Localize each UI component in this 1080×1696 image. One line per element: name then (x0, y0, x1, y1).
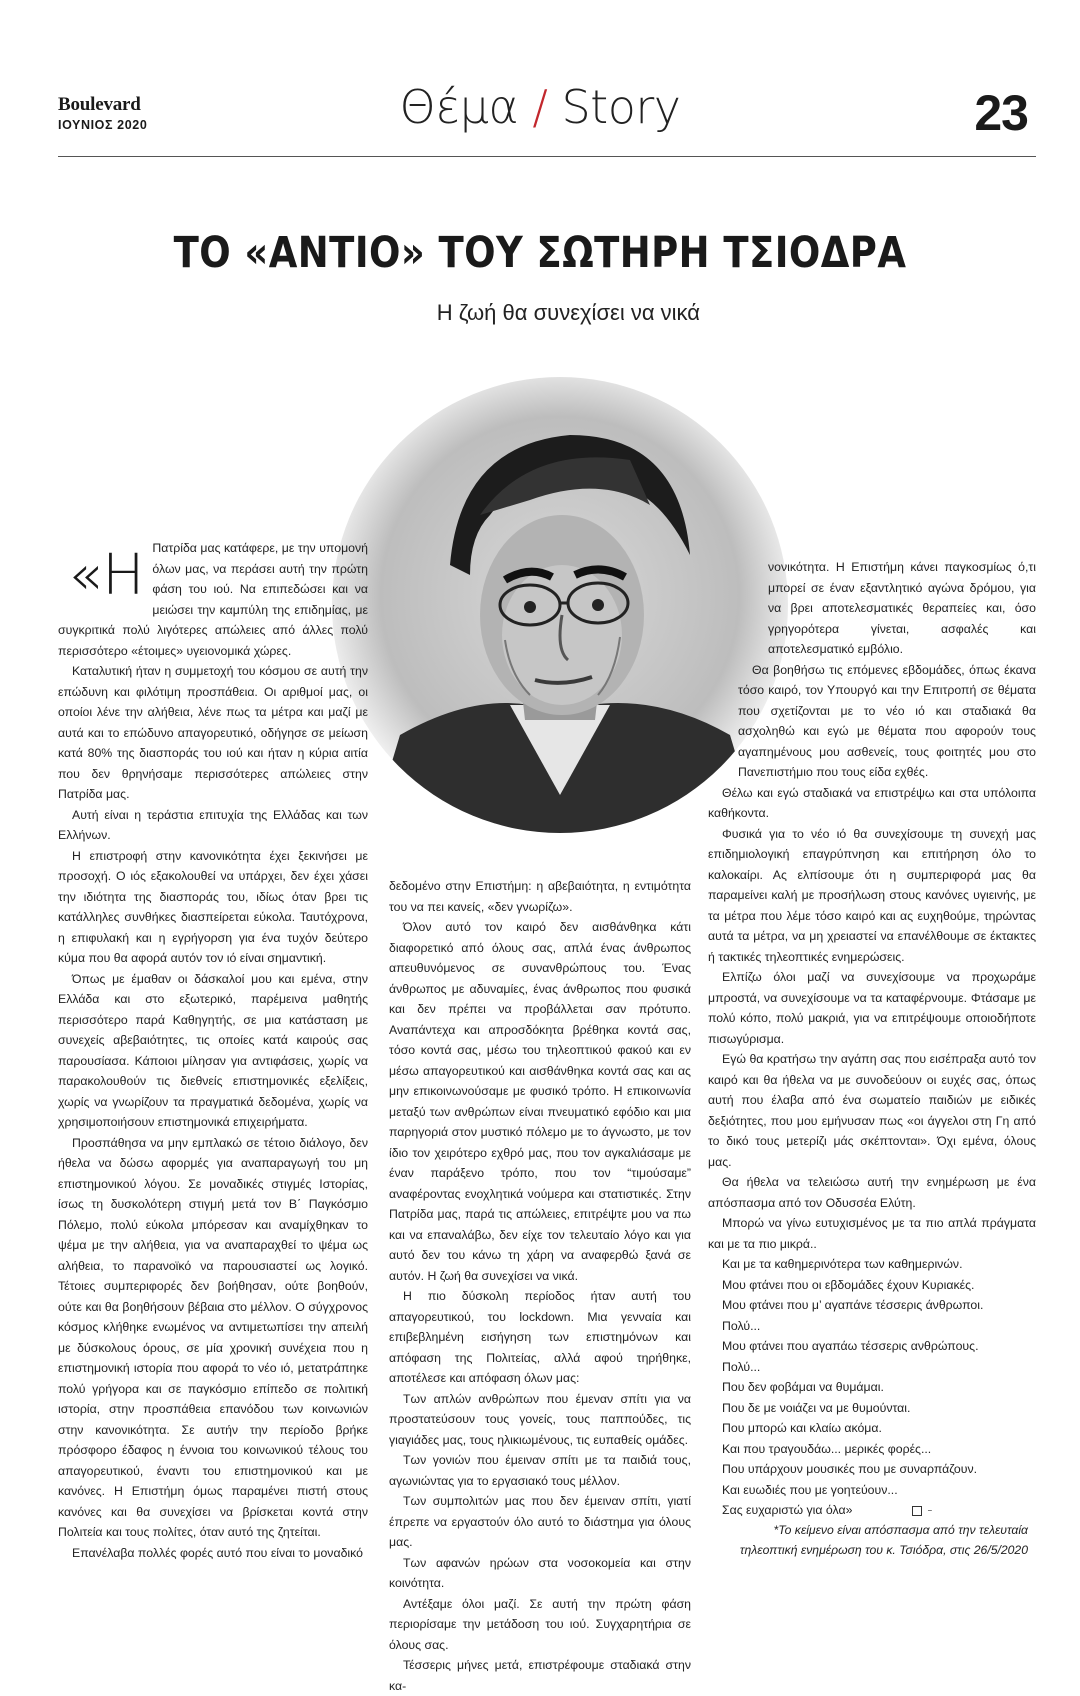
paragraph: νονικότητα. Η Επιστήμη κάνει παγκοσμίως ό,τι μπορεί σε έναν εξαντλητικό αγώνα δρόμου, για να βρει αποτελεσματικές θεραπείες και, όσο γρηγορότερα γίνεται, ασφαλές και αποτελεσματικό εμβόλιο. (768, 560, 1036, 656)
section-slash: / (532, 80, 548, 134)
header-divider (58, 156, 1036, 157)
article-column-3 (708, 557, 1036, 1521)
paragraph: Πατρίδα μας κατάφερε, με την υπομονή όλων μας, να περάσει αυτή την πρώτη φάση του ιού. Να επιπεδώσει και να μειώσει την καμπύλη της επιδημίας, με συγκριτικά πολύ λιγότερες απώλειες από άλλες πολύ περισσότερο «έτοιμες» υγειονομικά χώρες. (58, 541, 368, 658)
poem-line: Μου φτάνει που αγαπάω τέσσερις ανθρώπους. (722, 1339, 979, 1353)
paragraph: Η επιστροφή στην κανονικότητα έχει ξεκινήσει με προσοχή. Ο ιός εξακολουθεί να υπάρχει, δεν έχει χάσει την ιδιότητα της διασποράς του, ιδίως όταν βρει τις κατάλληλες συνθήκες διασπείρεται εύκολα. Ταυτόχρονα, η επιφυλακή και η εγρήγορση για ένα τυχόν δεύτερο κύμα που θα αφορά αυτόν τον ιό είναι σημαντική. (58, 848, 368, 965)
paragraph: Αντέξαμε όλοι μαζί. Σε αυτή την πρώτη φάση περιορίσαμε την μετάδοση του ιού. Συγχαρητήρια σε όλους σας. (389, 1596, 691, 1652)
poem-line: Πολύ... (722, 1359, 761, 1374)
paragraph: Θα ήθελα να τελειώσω αυτή την ενημέρωση με ένα απόσπασμα από τον Οδυσσέα Ελύτη. (708, 1175, 1036, 1210)
article-footnote: *Το κείμενο είναι απόσπασμα από την τελευταία τηλεοπτική ενημέρωση του κ. Τσιόδρα, στις 26/5/2020 (739, 1523, 1028, 1557)
paragraph: Μπορώ να γίνω ευτυχισμένος με τα πιο απλά πράγματα και με τα πιο μικρά.. (708, 1216, 1036, 1251)
paragraph: Θα βοηθήσω τις επόμενες εβδομάδες, όπως έκανα τόσο καιρό, τον Υπουργό και την Επιτροπή σε θέματα που σχετίζονται με το νέο ιό και σταδιακά θα ασχοληθώ και εγώ με θέματα που αφορούν τους αγαπημένους μου ασθενείς, τους φοιτητές μου στο Πανεπιστήμιο που τους είδα εχθές. (738, 662, 1036, 779)
section-left: Θέμα (399, 80, 519, 134)
article-column-1 (58, 538, 368, 1563)
paragraph: δεδομένο στην Επιστήμη: η αβεβαιότητα, η εντιμότητα του να πει κανείς, «δεν γνωρίζω». (389, 879, 691, 914)
paragraph: Επανέλαβα πολλές φορές αυτό που είναι το μοναδικό (72, 1545, 363, 1560)
poem-line: Μου φτάνει που οι εβδομάδες έχουν Κυριακές. (722, 1277, 975, 1292)
paragraph: Των συμπολιτών μας που δεν έμειναν σπίτι, γιατί έπρεπε να εργαστούν όλο αυτό το διάστημα για όλους μας. (389, 1494, 691, 1549)
poem-line: Που υπάρχουν μουσικές που με συναρπάζουν. (722, 1462, 978, 1476)
poem-line (708, 1500, 1036, 1521)
poem-line: Πολύ... (722, 1318, 761, 1333)
section-right: Story (561, 80, 681, 134)
article-column-2 (389, 876, 691, 1696)
poem-line: Μου φτάνει που μ’ αγαπάνε τέσσερις άνθρωποι. (722, 1298, 984, 1312)
paragraph: Καταλυτική ήταν η συμμετοχή του κόσμου σε αυτή την επώδυνη και φιλότιμη προσπάθεια. Οι αριθμοί μας, οι οποίοι λένε την αλήθεια, λένε πως τα μέτρα και μαζί με αυτά και το επώδυνο απαγορευτικό, οδήγησε σε μείωση κατά 80% της διασποράς του ιού και ήταν η κύρια αιτία που δεν θρηνήσαμε περισσότερες απώλειες στην Πατρίδα μας. (58, 664, 368, 801)
paragraph: Προσπάθησα να μην εμπλακώ σε τέτοιο διάλογο, δεν ήθελα να δώσω αφορμές για αναπαραγωγή του μη επιστημονικού λόγου. Σε μοναδικές στιγμές Ιστορίας, ίσως τη δυσκολότερη στιγμή μετά τον Β΄ Παγκόσμιο Πόλεμο, πολύ εύκολα μπόρεσαν και αναμίχθηκαν το ψέμα με την αλήθεια, για να αναπαραχθεί το ψέμα ως αλήθεια, το παρανοϊκό να παρουσιαστεί ως λογικό. Τέτοιες συμπεριφορές δεν βοήθησαν, ούτε βοηθούν, ούτε και θα βοηθήσουν βέβαια στο μέλλον. Ο σύγχρονος κόσμος κλήθηκε ενωμένος να αντιμετωπίσει την απειλή με δύσκολους όρους, σε μία χρονική συνέχεια που η επιστημονική ιστορία που αφορά το νέο ιό, μετατράπηκε πολύ γρήγορα και σε παγκόσμιο επίπεδο σε πολιτική ιστορία, στην προσπάθεια επανόδου των κοινωνιών στην κανονικότητα. Σε αυτήν την περίοδο βρήκε πρόσφορο έδαφος η έννοια του κοινωνικού τέλους του απαγορευτικού, έναντι του επιστημονικού και με κανόνες. Η Επιστήμη όμως παραμένει πιστή στους κανόνες και θα συνεχίσει να βρίσκεται κοντά στην Πολιτεία και τους πολίτες, όταν αυτό της ζητείται. (58, 1135, 368, 1539)
paragraph: Των γονιών που έμειναν σπίτι με τα παιδιά τους, αγωνιώντας για το εργασιακό τους μέλλον. (389, 1453, 691, 1488)
poem-line: Που δεν φοβάμαι να θυμάμαι. (722, 1380, 884, 1394)
issue-date: ΙΟΥΝΙΟΣ 2020 (58, 118, 148, 132)
poem-line: Που μπορώ και κλαίω ακόμα. (722, 1421, 882, 1435)
paragraph: Όπως με έμαθαν οι δάσκαλοί μου και εμένα, στην Ελλάδα και στο εξωτερικό, παρέμεινα μαθητής περισσότερο παρά Καθηγητής, σε μια κατάσταση με συνεχείς αβεβαιότητες, τις οποίες κατά καιρούς σας παρουσίασα. Κάποιοι μίλησαν για αντιφάσεις, χωρίς να παρακολουθούν τις διεθνείς επιστημονικές εξελίξεις, χωρίς να γνωρίζουν τα πραγματικά δεδομένα, χωρίς να χρησιμοποιήσουν επιστημονικά επιχειρήματα. (58, 971, 368, 1129)
poem-line: Και που τραγουδάω... μερικές φορές... (722, 1441, 932, 1456)
paragraph: Ελπίζω όλοι μαζί να συνεχίσουμε να προχωράμε μπροστά, να συνεχίσουμε να τα καταφέρνουμε. Φτάσαμε με πολύ κόπο, πολύ μακριά, για να επιτρέψουμε οποιοδήποτε πισωγύρισμα. (708, 970, 1036, 1046)
poem-line: Και ευωδιές που με γοητεύουν... (722, 1482, 898, 1497)
paragraph: Των απλών ανθρώπων που έμεναν σπίτι για να προστατεύσουν τους γονείς, τους παππούδες, τις γιαγιάδες μας, τους ηλικιωμένους, τις ευπαθείς ομάδες. (389, 1391, 691, 1447)
article-title: ΤΟ «ΑΝΤΙΟ» ΤΟΥ ΣΩΤΗΡΗ ΤΣΙΟΔΡΑ (173, 228, 907, 278)
paragraph: Η πιο δύσκολη περίοδος ήταν αυτή του απαγορευτικού, του lockdown. Μια γενναία και επιβεβλημένη εισήγηση των επιστημόνων και απόφαση της Πολιτείας, αλλά αφού τηρήθηκε, αποτέλεσε και απόφαση όλων μας: (389, 1289, 691, 1385)
page-number: 23 (974, 85, 1028, 141)
paragraph: Των αφανών ηρώων στα νοσοκομεία και στην κοινότητα. (389, 1555, 691, 1590)
poem-last-line: Σας ευχαριστώ για όλα» (722, 1503, 853, 1517)
paragraph: Εγώ θα κρατήσω την αγάπη σας που εισέπραξα αυτό τον καιρό και θα ήθελα να με συνοδεύουν οι ευχές σας, όπως αυτή που έλαβα από ένα σωματείο παιδιών με ειδικές δεξιότητες, που μου εμήνυσαν πως «οι άγγελοι στη Γη από το δικό τους μετερίζι μάς σκέπτονται». Όχι εμένα, όλους μας. (708, 1052, 1036, 1169)
paragraph: Όλον αυτό τον καιρό δεν αισθάνθηκα κάτι διαφορετικό από όλους σας, απλά ένας άνθρωπος απευθυνόμενος σε συνανθρώπους του. Ένας άνθρωπος με αδυναμίες, ένας άνθρωπος που φυσικά και δεν πρέπει να προβάλλεται σαν πρότυπο. Αναπάντεχα και απροσδόκητα βρέθηκα κοντά σας, τόσο κοντά σας, μέσω του τηλεοπτικού φακού και εν μέσω απαγορευτικού και αισθάνθηκα κοντά σας και ας μην επικοινωνούσαμε με φυσικό τρόπο. Η επικοινωνία μεταξύ των ανθρώπων είναι πνευματικό εφόδιο και μια παρηγοριά στον μυστικό πόλεμο με το άγνωστο, με τον ίδιο τον χειρότερο εχθρό μας, που τον αγκαλιάσαμε με έναν παράξενο τρόπο, που τον “τιμούσαμε” αναφέροντας ενοχλητικά νούμερα και στατιστικές. Στην Πατρίδα μας, παρά τις απώλειες, επιτρέψτε μου να πω και να επαναλάβω, δεν είχε τον τελευταίο λόγο και για αυτό δεν του κάνω τη χάρη να αναφερθώ ξανά σε αυτόν. Η ζωή θα συνεχίσει να νικά. (389, 920, 691, 1283)
brand-logo: Boulevard (58, 94, 141, 115)
poem-line: Που δε με νοιάζει να με θυμούνται. (722, 1400, 911, 1415)
paragraph: Τέσσερις μήνες μετά, επιστρέφουμε σταδιακά στην κα- (389, 1658, 691, 1693)
paragraph: Αυτή είναι η τεράστια επιτυχία της Ελλάδας και των Ελλήνων. (58, 807, 368, 842)
end-of-article-icon: − (912, 1506, 922, 1516)
paragraph: Θέλω και εγώ σταδιακά να επιστρέψω και στα υπόλοιπα καθήκοντα. (708, 785, 1036, 820)
article-subtitle: Η ζωή θα συνεχίσει να νικά (436, 300, 700, 325)
section-title (0, 80, 1080, 134)
drop-cap: «Η (68, 543, 145, 608)
poem-line: Και με τα καθημερινότερα των καθημερινών. (722, 1257, 963, 1271)
paragraph: Φυσικά για το νέο ιό θα συνεχίσουμε τη συνεχή μας επιδημιολογική επαγρύπνηση και επιτήρηση όλο το καλοκαίρι. Ας ελπίσουμε ότι η συμπεριφορά μας θα παραμείνει καλή με προσήλωση στους κανόνες υγιεινής, με τα μέτρα που λέμε τόσο καιρό και ας ευχηθούμε, τηρώντας αυτά τα μέτρα, να μη χρειαστεί να επανέλθουμε σε έκτακτες ή τακτικές τηλεοπτικές ενημερώσεις. (708, 826, 1036, 964)
poem-excerpt (708, 1254, 1036, 1521)
